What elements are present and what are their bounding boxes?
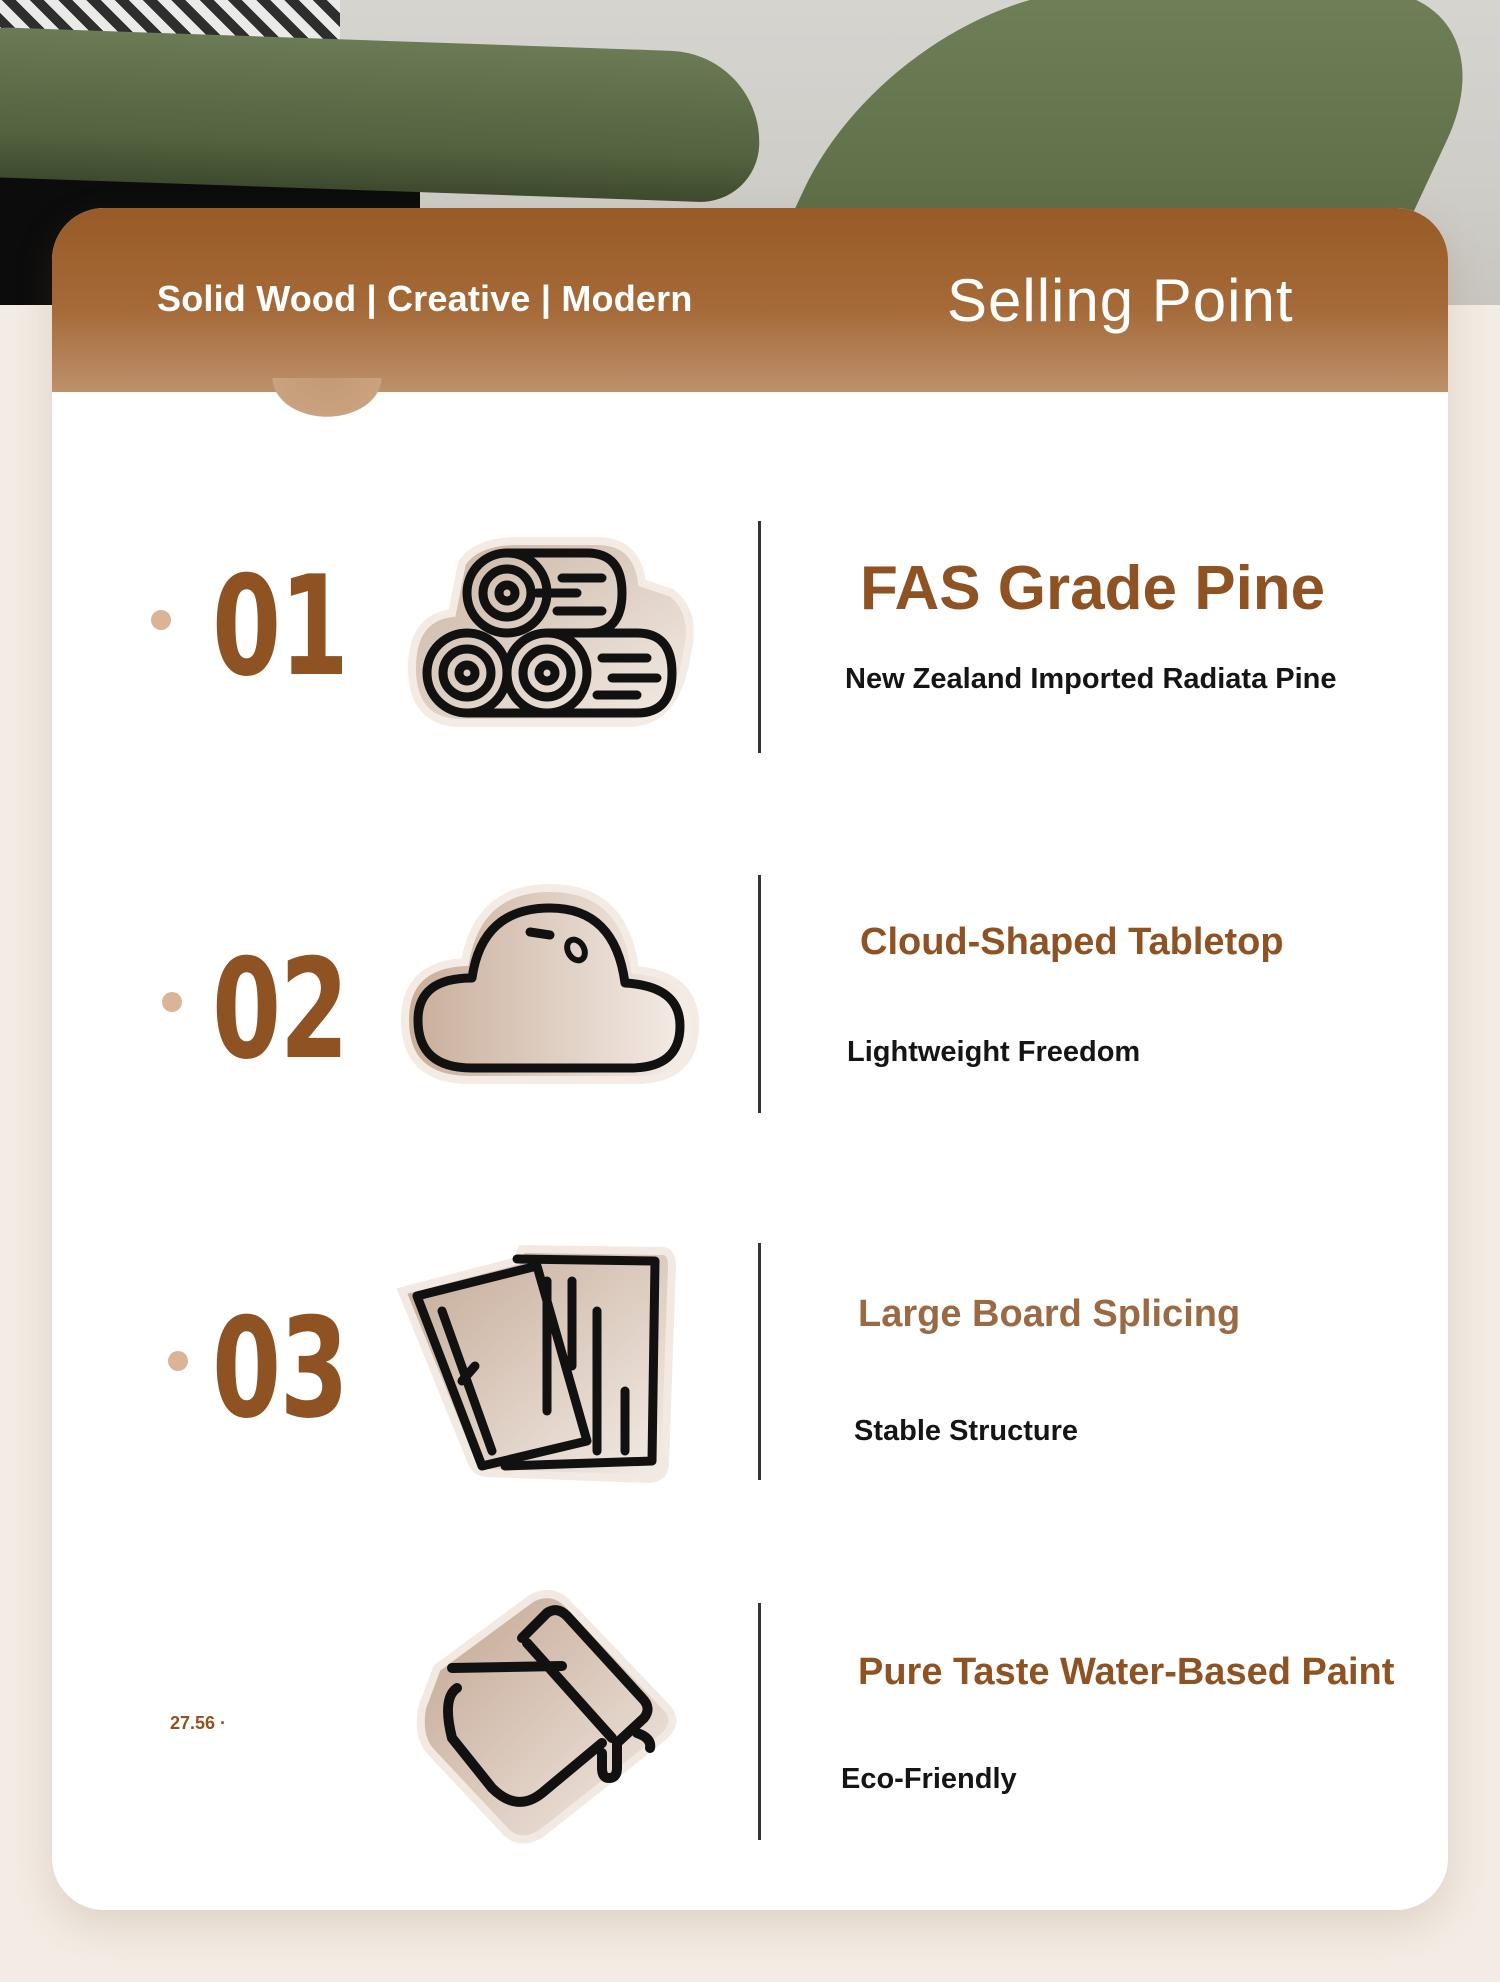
bullet-dot <box>151 610 171 630</box>
feature-title: Pure Taste Water-Based Paint <box>858 1651 1395 1693</box>
tagline: Solid Wood | Creative | Modern <box>157 278 693 319</box>
row-divider <box>758 521 761 753</box>
feature-number: 02 <box>212 929 348 1090</box>
measurement-label: 27.56 · <box>170 1713 227 1733</box>
feature-subtitle: Eco-Friendly <box>841 1763 1017 1795</box>
feature-title: Large Board Splicing <box>858 1293 1241 1335</box>
feature-title: Cloud-Shaped Tabletop <box>860 921 1284 963</box>
feature-subtitle: Stable Structure <box>854 1415 1078 1447</box>
header-notch <box>202 378 452 453</box>
header-title: Selling Point <box>947 267 1294 334</box>
row-divider <box>758 1603 761 1840</box>
bullet-dot <box>162 992 182 1012</box>
feature-title: FAS Grade Pine <box>860 554 1326 623</box>
wood-boards-icon <box>397 1241 677 1496</box>
feature-subtitle: Lightweight Freedom <box>847 1036 1141 1068</box>
card-header <box>52 208 1448 392</box>
feature-subtitle: New Zealand Imported Radiata Pine <box>845 663 1337 695</box>
feature-number: 03 <box>212 1288 348 1449</box>
green-cushion <box>0 26 762 204</box>
stacked-logs-icon <box>407 533 697 748</box>
bullet-dot <box>168 1351 188 1371</box>
selling-point-card <box>52 208 1448 1910</box>
row-divider <box>758 1243 761 1480</box>
feature-number: 01 <box>212 546 348 707</box>
row-divider <box>758 875 761 1113</box>
cloud-icon <box>400 880 700 1105</box>
paint-bucket-icon <box>412 1588 682 1853</box>
